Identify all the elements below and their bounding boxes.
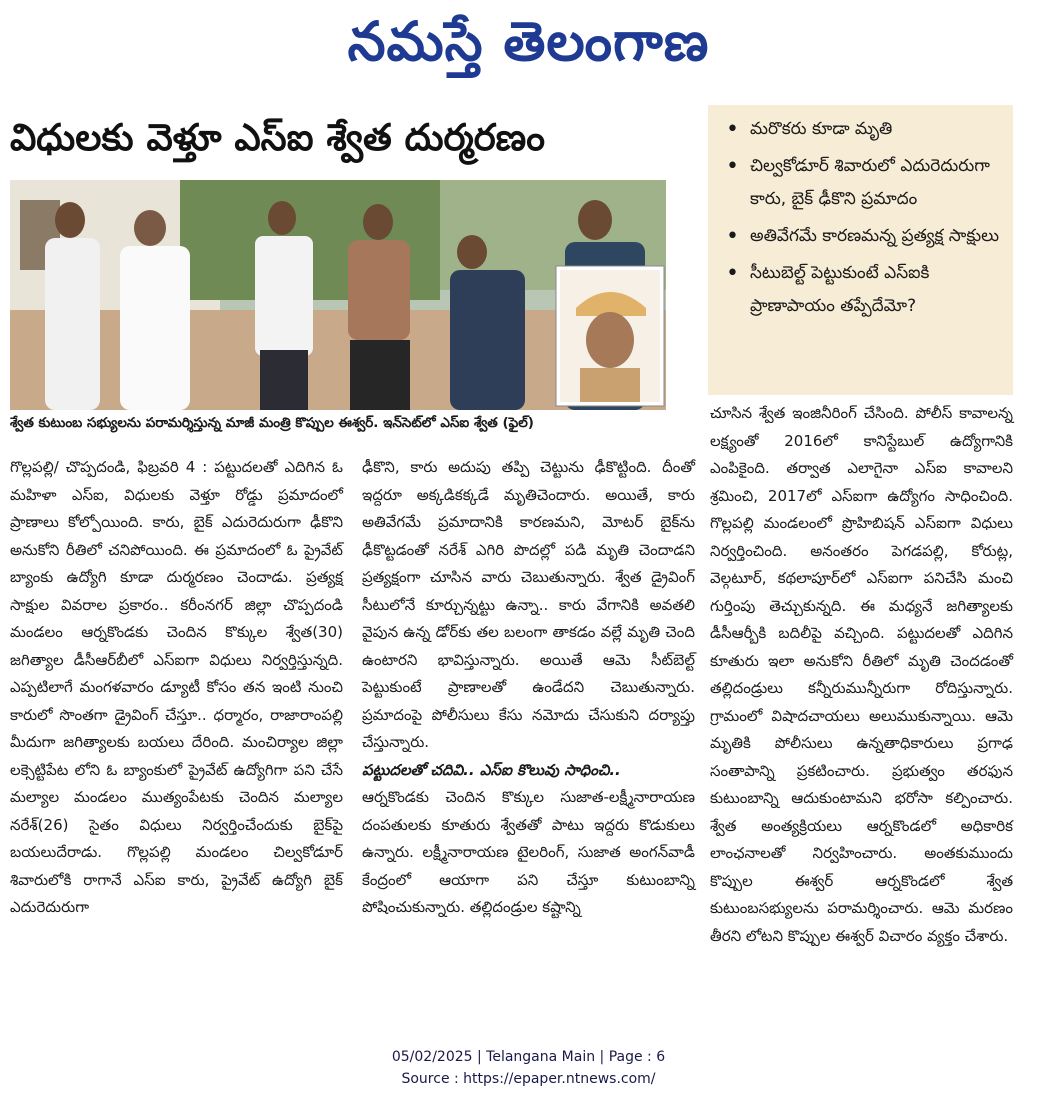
page-footer — [0, 1046, 1057, 1090]
article-column-1 — [10, 454, 343, 1024]
footer-source-link[interactable]: Source : https://epaper.ntnews.com/ — [401, 1071, 656, 1087]
inset-photo — [556, 266, 664, 406]
masthead-title: నమస్తే తెలంగాణ — [347, 10, 710, 73]
highlights-box — [708, 105, 1013, 395]
article-headline: విధులకు వెళ్తూ ఎస్‌ఐ శ్వేత దుర్మరణం — [10, 116, 545, 159]
highlight-item: • సీటుబెల్ట్‌ పెట్టుకుంటే ఎస్‌ఐకి ప్రాణాపాయం తప్పేదేమో? — [718, 257, 1001, 323]
footer-edition-info: 05/02/2025 | Telangana Main | Page : 6 — [391, 1049, 666, 1065]
article-column-2 — [362, 454, 695, 1024]
highlight-item: • చిల్వకోడూర్‌ శివారులో ఎదురెదురుగా కారు, బైక్‌ ఢీకొని ప్రమాదం — [718, 150, 1001, 216]
bullet-icon: • — [726, 154, 739, 179]
article-subheading: పట్టుదలతో చదివి.. ఎస్‌ఐ కొలువు సాధించి.. — [362, 760, 621, 779]
highlights-list — [718, 113, 1001, 323]
newspaper-masthead — [0, 2, 1057, 82]
article-paragraph: ఆర్నకొండకు చెందిన కొక్కుల సుజాత-లక్ష్మీనారాయణ దంపతులకు కూతురు శ్వేతతో పాటు ఇద్దరు కొడుకులు ఉన్నారు. లక్ష్మీనారాయణ టైలరింగ్‌, సుజాత అంగన్‌వాడీ కేంద్రంలో ఆయాగా పని చేస్తూ కుటుంబాన్ని పోషించుకున్నారు. తల్లిదండ్రుల కష్టాన్ని — [362, 788, 695, 916]
bullet-icon: • — [726, 117, 739, 142]
article-column-3 — [710, 400, 1013, 1025]
highlight-item: • అతివేగమే కారణమన్న ప్రత్యక్ష సాక్షులు — [718, 220, 1001, 253]
photo-caption: శ్వేత కుటుంబ సభ్యులను పరామర్శిస్తున్న మాజీ మంత్రి కొప్పుల ఈశ్వర్‌. ఇన్‌సెట్‌లో ఎస్‌ఐ శ్వేత (ఫైల్‌) — [10, 415, 534, 431]
article-paragraph: చూసిన శ్వేత ఇంజినీరింగ్‌ చేసింది. పోలీస్‌ కావాలన్న లక్ష్యంతో 2016లో కానిస్టేబుల్‌ ఉద్యోగానికి ఎంపికైంది. తర్వాత ఎలాగైనా ఎస్‌ఐ కావాలని శ్రమించి, 2017లో ఎస్‌ఐగా ఉద్యోగం సాధించింది. గొల్లపల్లి మండలంలో ప్రొహిబిషన్‌ ఎస్‌ఐగా విధులు నిర్వర్తించింది. అనంతరం పెగడపల్లి, కోరుట్ల, వెల్గటూర్‌, కథలాపూర్‌లో ఎస్‌ఐగా పనిచేసి మంచి గుర్తింపు తెచ్చుకున్నది. ఈ మధ్యనే జగిత్యాలకు డీసీఆర్బీకి బదిలీపై వచ్చింది. పట్టుదలతో ఎదిగిన కూతురు ఇలా అనుకోని రీతిలో మృతి చెందడంతో తల్లిదండ్రులు కన్నీరుమున్నీరుగా రోదిస్తున్నారు. గ్రామంలో విషాదచాయలు అలుముకున్నాయి. ఆమె మృతికి పోలీసులు ఉన్నతాధికారులు ప్రగాఢ సంతాపాన్ని ప్రకటించారు. ప్రభుత్వం తరఫున కుటుంబాన్ని ఆదుకుంటామని భరోసా కల్పించారు. శ్వేత అంత్యక్రియలు ఆర్నకొండలో అధికారిక లాంఛనాలతో నిర్వహించారు. అంతకుముందు కొప్పుల ఈశ్వర్‌ ఆర్నకొండలో శ్వేత కుటుంబసభ్యులను పరామర్శించారు. ఆమె మరణం తీరని లోటని కొప్పుల ఈశ్వర్‌ విచారం వ్యక్తం చేశారు. — [710, 404, 1013, 945]
article-photo — [10, 180, 666, 410]
bullet-icon: • — [726, 261, 739, 286]
bullet-icon: • — [726, 224, 739, 249]
photo-scene — [10, 180, 666, 410]
article-paragraph: గొల్లపల్లి/ చొప్పదండి, ఫిబ్రవరి 4 : పట్టుదలతో ఎదిగిన ఓ మహిళా ఎస్‌ఐ, విధులకు వెళ్తూ రోడ్డు ప్రమాదంలో ప్రాణాలు కోల్పోయింది. కారు, బైక్‌ ఎదురెదురుగా ఢీకొని అనుకోని రీతిలో చనిపోయింది. ఈ ప్రమాదంలో ఓ ప్రైవేట్‌ బ్యాంకు ఉద్యోగి కూడా దుర్మరణం చెందాడు. ప్రత్యక్ష సాక్షుల వివరాల ప్రకారం.. కరీంనగర్‌ జిల్లా చొప్పదండి మండలం ఆర్నకొండకు చెందిన కొక్కుల శ్వేత(30) జగిత్యాల డీసీఆర్‌బీలో ఎస్‌ఐగా విధులు నిర్వర్తిస్తున్నది. ఎప్పటిలాగే మంగళవారం డ్యూటీ కోసం తన ఇంటి నుంచి కారులో సొంతగా డ్రైవింగ్‌ చేస్తూ.. ధర్మారం, రాజారాంపల్లి మీదుగా జగిత్యాలకు బయలు దేరింది. మంచిర్యాల జిల్లా లక్సెట్టిపేట లోని ఓ బ్యాంకులో ప్రైవేట్‌ ఉద్యోగిగా పని చేసే మల్యాల మండలం ముత్యంపేటకు చెందిన మల్యాల నరేశ్‌(26) సైతం విధులు నిర్వర్తించేందుకు బైక్‌పై బయలుదేరాడు. గొల్లపల్లి మండలం చిల్వకోడూర్‌ శివారులోకి రాగానే ఎస్‌ఐ కారు, ప్రైవేట్‌ ఉద్యోగి బైక్‌ ఎదురెదురుగా — [10, 458, 343, 916]
article-paragraph: ఢీకొని, కారు అదుపు తప్పి చెట్టును ఢీకొట్టింది. దీంతో ఇద్దరూ అక్కడికక్కడే మృతిచెందారు. అయితే, కారు అతివేగమే ప్రమాదానికి కారణమని, మోటర్‌ బైక్‌ను ఢీకొట్టడంతో నరేశ్‌ ఎగిరి పొదల్లో పడి మృతి చెందాడని ప్రత్యక్షంగా చూసిన వారు చెబుతున్నారు. శ్వేత డ్రైవింగ్‌ సీటులోనే కూర్చున్నట్టు ఉన్నా.. కారు వేగానికి అవతలి వైపున ఉన్న డోర్‌కు తల బలంగా తాకడం వల్లే మృతి చెంది ఉంటారని భావిస్తున్నారు. అయితే ఆమె సీట్‌బెల్ట్‌ పెట్టుకుంటే ప్రాణాలతో ఉండేదని చెబుతున్నారు. ప్రమాదంపై పోలీసులు కేసు నమోదు చేసుకుని దర్యాప్తు చేస్తున్నారు. — [362, 458, 695, 751]
highlight-item: • మరొకరు కూడా మృతి — [718, 113, 1001, 146]
